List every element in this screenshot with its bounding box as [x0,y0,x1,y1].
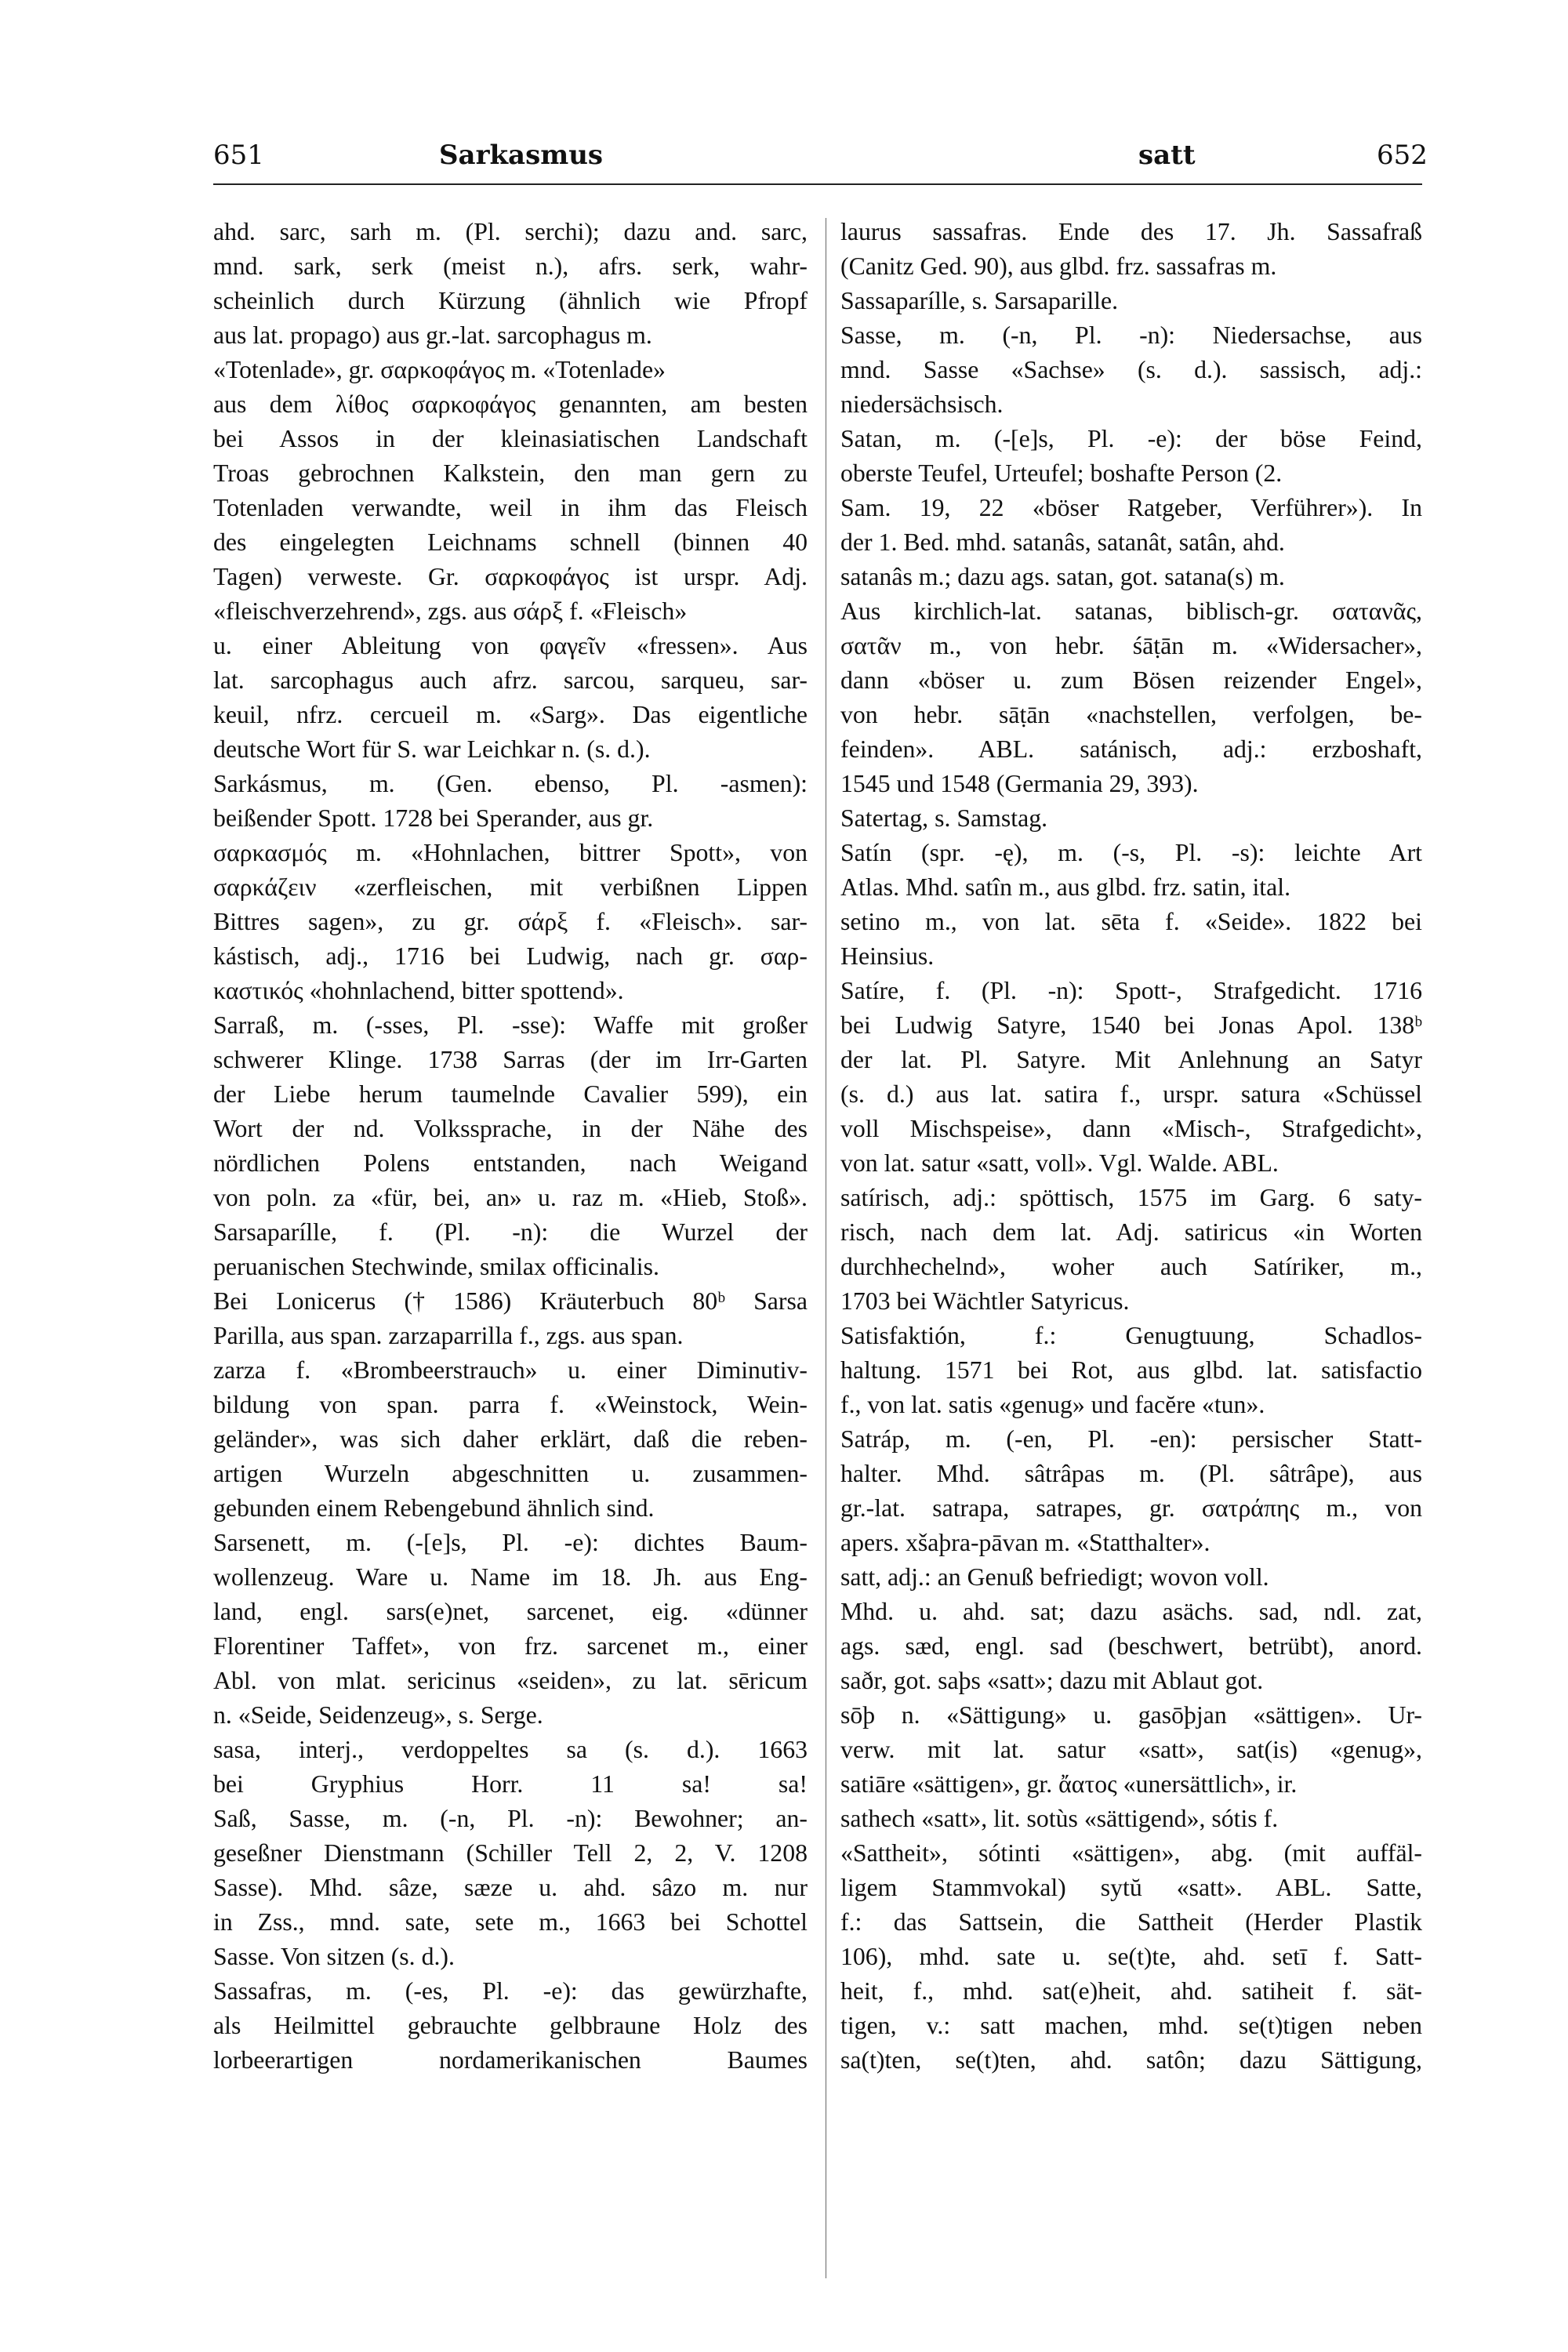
text-line: schwerer Klinge. 1738 Sarras (der im Irr-Garten [213,1046,808,1073]
text-line: mnd. Sasse «Sachse» (s. d.). sassisch, adj.: [840,356,1422,383]
text-line: aus dem λίθος σαρκοφάγος genannten, am besten [213,390,808,418]
text-line: satanâs m.; dazu ags. satan, got. satana(s) m. [840,563,1285,590]
text-line: der 1. Bed. mhd. satanâs, satanât, satân, ahd. [840,528,1285,556]
text-line: risch, nach dem lat. Adj. satiricus «in Worten [840,1218,1422,1246]
text-line: (s. d.) aus lat. satira f., urspr. satura «Schüssel [840,1080,1422,1108]
text-line: Atlas. Mhd. satîn m., aus glbd. frz. satin, ital. [840,873,1291,901]
text-line: sa(t)ten, se(t)ten, ahd. satôn; dazu Sättigung, [840,2046,1422,2074]
page-number-right: 652 [1377,140,1428,171]
text-line: peruanischen Stechwinde, smilax officinalis. [213,1253,659,1280]
text-line: kástisch, adj., 1716 bei Ludwig, nach gr. σαρ- [213,942,808,970]
text-line: bei Ludwig Satyre, 1540 bei Jonas Apol. 138ᵇ [840,1011,1422,1039]
text-line: der Liebe herum taumelnde Cavalier 599), ein [213,1080,808,1108]
text-line: als Heilmittel gebrauchte gelbbraune Holz des [213,2012,808,2039]
text-line: Mhd. u. ahd. sat; dazu asächs. sad, ndl. zat, [840,1598,1422,1625]
text-line: bildung von span. parra f. «Weinstock, Wein- [213,1391,808,1418]
text-line: Satisfaktión, f.: Genugtuung, Schadlos- [840,1322,1422,1349]
text-line: Saß, Sasse, m. (-n, Pl. -n): Bewohner; an- [213,1805,808,1832]
text-line: Sassafras, m. (-es, Pl. -e): das gewürzhafte, [213,1977,808,2005]
text-line: ags. sæd, engl. sad (beschwert, betrübt), anord. [840,1632,1422,1660]
text-line: Florentiner Taffet», von frz. sarcenet m., einer [213,1632,808,1660]
text-line: 1545 und 1548 (Germania 29, 393). [840,770,1199,797]
text-line: f., von lat. satis «genug» und facĕre «tun». [840,1391,1265,1418]
text-line: (Canitz Ged. 90), aus glbd. frz. sassafras m. [840,252,1277,280]
text-line: «Totenlade», gr. σαρκοφάγος m. «Totenlade» [213,356,666,383]
text-line: verw. mit lat. satur «satt», sat(is) «genug», [840,1736,1422,1763]
text-line: geländer», was sich daher erklärt, daß die reben- [213,1425,808,1453]
text-line: von lat. satur «satt, voll». Vgl. Walde. ABL. [840,1149,1279,1177]
text-line: heit, f., mhd. sat(e)heit, ahd. satiheit f. sät- [840,1977,1422,2005]
text-line: Tagen) verweste. Gr. σαρκοφάγος ist urspr. Adj. [213,563,808,590]
text-line: voll Mischspeise», dann «Misch-, Strafgedicht», [840,1115,1422,1142]
text-line: Sarsenett, m. (-[e]s, Pl. -e): dichtes Baum- [213,1529,808,1556]
text-line: Satíre, f. (Pl. -n): Spott-, Strafgedicht. 1716 [840,977,1422,1004]
text-column-right [840,215,1422,2078]
text-line: keuil, nfrz. cercueil m. «Sarg». Das eigentliche [213,701,808,728]
text-line: ahd. sarc, sarh m. (Pl. serchi); dazu and. sarc, [213,218,808,245]
text-line: Totenladen verwandte, weil in ihm das Fleisch [213,494,808,521]
text-line: laurus sassafras. Ende des 17. Jh. Sassafraß [840,218,1422,245]
text-line: σατᾶν m., von hebr. śāṭān m. «Widersacher», [840,632,1422,659]
text-line: artigen Wurzeln abgeschnitten u. zusammen- [213,1460,808,1487]
text-line: haltung. 1571 bei Rot, aus glbd. lat. satisfactio [840,1356,1422,1384]
text-line: satiāre «sättigen», gr. ἄατος «unersättlich», ir. [840,1770,1298,1798]
text-line: f.: das Sattsein, die Sattheit (Herder Plastik [840,1908,1422,1936]
text-line: «Sattheit», sótinti «sättigen», abg. (mit auffäl- [840,1839,1422,1867]
text-line: Satráp, m. (-en, Pl. -en): persischer Statt- [840,1425,1422,1453]
text-line: saðr, got. saþs «satt»; dazu mit Ablaut got. [840,1667,1264,1694]
page-header [213,140,1428,187]
text-line: sōþ n. «Sättigung» u. gasōþjan «sättigen». Ur- [840,1701,1422,1729]
running-head-left: Sarkasmus [439,140,604,171]
text-line: beißender Spott. 1728 bei Sperander, aus gr. [213,804,654,832]
text-line: Satan, m. (-[e]s, Pl. -e): der böse Feind, [840,425,1422,452]
text-line: Sasse). Mhd. sâze, sæze u. ahd. sâzo m. nur [213,1874,808,1901]
text-line: Sassaparílle, s. Sarsaparille. [840,287,1119,314]
text-line: ligem Stammvokal) sytŭ «satt». ABL. Satte, [840,1874,1422,1901]
text-line: Sasse, m. (-n, Pl. -n): Niedersachse, aus [840,321,1422,349]
running-head-right: satt [1138,140,1196,171]
text-line: von poln. za «für, bei, an» u. raz m. «Hieb, Stoß». [213,1184,808,1211]
text-line: Satertag, s. Samstag. [840,804,1048,832]
text-line: Bittres sagen», zu gr. σάρξ f. «Fleisch». sar- [213,908,808,935]
text-line: aus lat. propago) aus gr.-lat. sarcophagus m. [213,321,652,349]
text-line: in Zss., mnd. sate, sete m., 1663 bei Schottel [213,1908,808,1936]
text-line: Heinsius. [840,942,935,970]
text-line: sathech «satt», lit. sotùs «sättigend», sótis f. [840,1805,1279,1832]
text-line: geseßner Dienstmann (Schiller Tell 2, 2, V. 1208 [213,1839,808,1867]
text-line: Sarraß, m. (-sses, Pl. -sse): Waffe mit großer [213,1011,808,1039]
text-line: Sarsaparílle, f. (Pl. -n): die Wurzel der [213,1218,808,1246]
text-line: Parilla, aus span. zarzaparrilla f., zgs. aus span. [213,1322,684,1349]
page-number-left: 651 [213,140,264,171]
text-line: des eingelegten Leichnams schnell (binnen 40 [213,528,808,556]
text-line: setino m., von lat. sēta f. «Seide». 1822 bei [840,908,1422,935]
text-line: σαρκασμός m. «Hohnlachen, bittrer Spott», von [213,839,808,866]
text-line: Wort der nd. Volkssprache, in der Nähe des [213,1115,808,1142]
text-line: u. einer Ableitung von φαγεῖν «fressen». Aus [213,632,808,659]
text-line: lat. sarcophagus auch afrz. sarcou, sarqueu, sar- [213,666,808,694]
text-line: durchhechelnd», woher auch Satíriker, m., [840,1253,1422,1280]
text-line: mnd. sark, serk (meist n.), afrs. serk, wahr- [213,252,808,280]
text-line: σαρκάζειν «zerfleischen, mit verbißnen Lippen [213,873,808,901]
text-line: feinden». ABL. satánisch, adj.: erzboshaft, [840,735,1422,763]
text-line: oberste Teufel, Urteufel; boshafte Person (2. [840,459,1283,487]
text-line: Sarkásmus, m. (Gen. ebenso, Pl. -asmen): [213,770,808,797]
text-line: bei Assos in der kleinasiatischen Landschaft [213,425,808,452]
text-line: «fleischverzehrend», zgs. aus σάρξ f. «Fleisch» [213,597,688,625]
text-line: gr.-lat. satrapa, satrapes, gr. σατράπης m., von [840,1494,1422,1522]
text-column-left [213,215,808,2078]
text-line: wollenzeug. Ware u. Name im 18. Jh. aus Eng- [213,1563,808,1591]
text-line: niedersächsisch. [840,390,1004,418]
text-line: Aus kirchlich-lat. satanas, biblisch-gr. σατανᾶς, [840,597,1422,625]
text-line: Bei Lonicerus († 1586) Kräuterbuch 80ᵇ Sarsa [213,1287,808,1315]
text-line: nördlichen Polens entstanden, nach Weigand [213,1149,808,1177]
text-line: deutsche Wort für S. war Leichkar n. (s. d.). [213,735,651,763]
text-line: Sam. 19, 22 «böser Ratgeber, Verführer»). In [840,494,1422,521]
text-line: dann «böser u. zum Bösen reizender Engel», [840,666,1422,694]
text-line: land, engl. sars(e)net, sarcenet, eig. «dünner [213,1598,808,1625]
text-line: καστικός «hohnlachend, bitter spottend». [213,977,624,1004]
text-line: n. «Seide, Seidenzeug», s. Serge. [213,1701,543,1729]
text-line: tigen, v.: satt machen, mhd. se(t)tigen neben [840,2012,1422,2039]
text-line: Satín (spr. -ę), m. (-s, Pl. -s): leichte Art [840,839,1422,866]
text-line: der lat. Pl. Satyre. Mit Anlehnung an Satyr [840,1046,1422,1073]
text-line: satt, adj.: an Genuß befriedigt; wovon voll. [840,1563,1269,1591]
text-line: Troas gebrochnen Kalkstein, den man gern zu [213,459,808,487]
text-line: scheinlich durch Kürzung (ähnlich wie Pfropf [213,287,808,314]
text-line: satírisch, adj.: spöttisch, 1575 im Garg. 6 saty- [840,1184,1422,1211]
text-line: lorbeerartigen nordamerikanischen Baumes [213,2046,808,2074]
text-line: sasa, interj., verdoppeltes sa (s. d.). 1663 [213,1736,808,1763]
text-line: 1703 bei Wächtler Satyricus. [840,1287,1130,1315]
text-line: bei Gryphius Horr. 11 sa! sa! [213,1770,808,1798]
header-rule [213,183,1422,185]
text-line: 106), mhd. sate u. se(t)te, ahd. setī f. Satt- [840,1943,1422,1970]
text-line: Sasse. Von sitzen (s. d.). [213,1943,455,1970]
text-line: gebunden einem Rebengebund ähnlich sind. [213,1494,655,1522]
text-line: apers. xšaþra-pāvan m. «Statthalter». [840,1529,1210,1556]
text-line: halter. Mhd. sâtrâpas m. (Pl. sâtrâpe), aus [840,1460,1422,1487]
text-line: zarza f. «Brombeerstrauch» u. einer Diminutiv- [213,1356,808,1384]
text-line: Abl. von mlat. sericinus «seiden», zu lat. sēricum [213,1667,808,1694]
text-line: von hebr. sāṭān «nachstellen, verfolgen, be- [840,701,1422,728]
